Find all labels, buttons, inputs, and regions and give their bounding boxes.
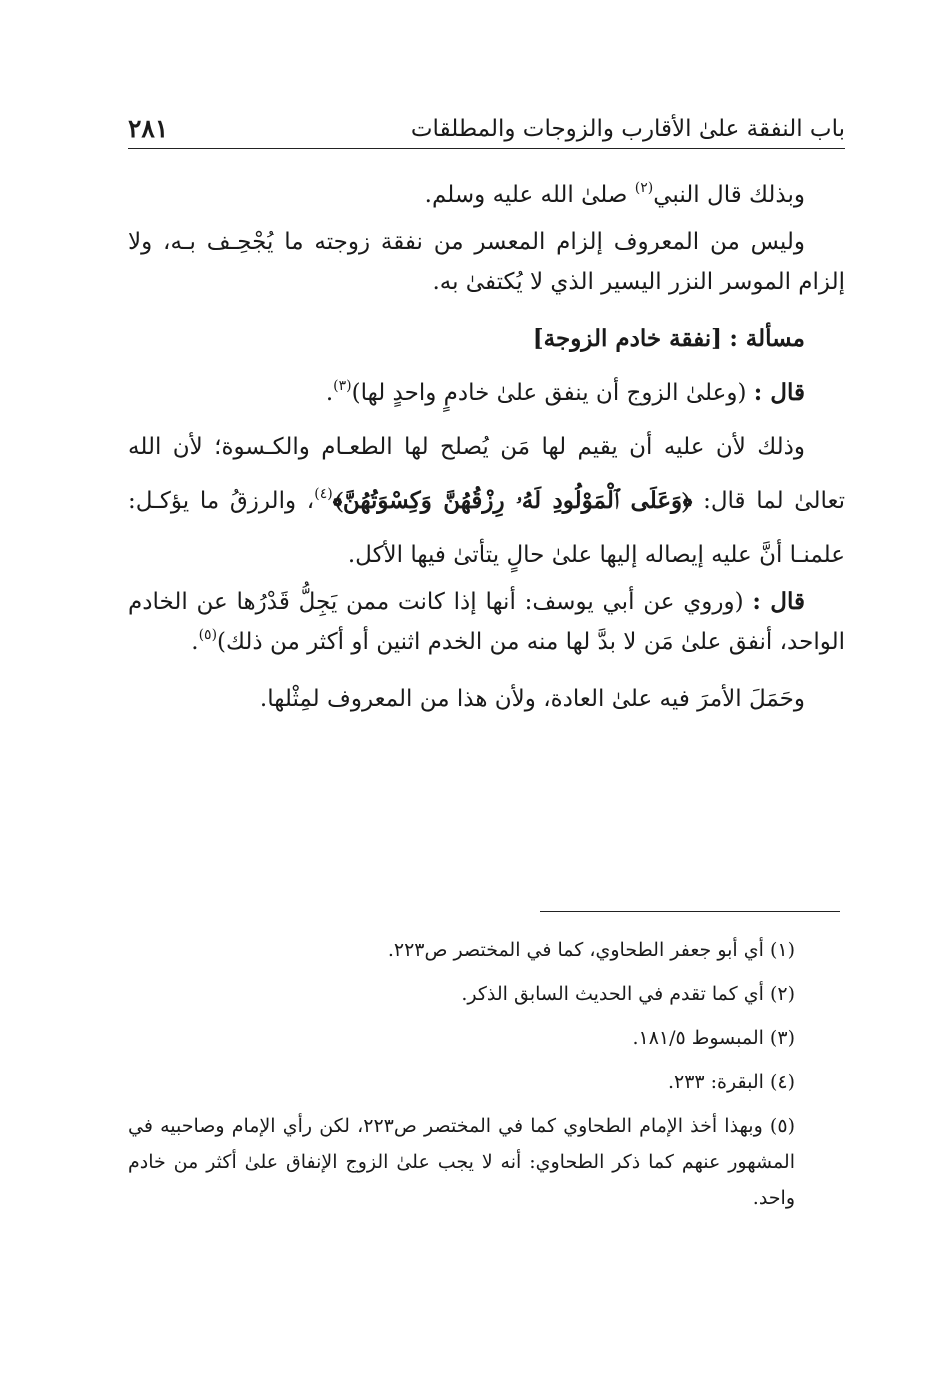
paragraph-text: وبذلك قال النبي	[653, 182, 805, 208]
paragraph-text: وذلك لأن عليه أن يقيم لها مَن يُصلح لها الطعـام والكـسوة؛ لأن الله تعالىٰ لما قال:	[128, 434, 845, 514]
footnotes	[128, 928, 845, 1216]
footnote-item: (٤) البقرة: ٢٣٣.	[667, 1071, 795, 1093]
main-text	[128, 168, 845, 726]
issue-label: مسألة :	[729, 325, 805, 352]
punctuation: .	[191, 629, 199, 655]
footnote-separator	[540, 911, 840, 912]
quote-paragraph	[128, 366, 845, 420]
paragraph: وحَمَلَ الأمرَ فيه علىٰ العادة، ولأن هذا من المعروف لمِثْلها.	[259, 686, 805, 712]
paragraph: وليس من المعروف إلزام المعسر من نفقة زوجته ما يُجْحِـف بـه، ولا إلزام الموسر النزر اليسير الذي لا يُكتفىٰ به.	[128, 229, 845, 295]
footnote-ref: (٤)	[314, 486, 333, 502]
paragraph-text: ، والرزقُ ما يؤكـل: علمنـا أنَّ عليه إيصاله إليها علىٰ حالٍ يتأتىٰ فيها الأكل.	[128, 488, 845, 568]
footnote-ref: (٣)	[333, 378, 352, 394]
quote-text: (وعلىٰ الزوج أن ينفق علىٰ خادمٍ واحدٍ لها)	[351, 380, 754, 406]
quote-label: قال :	[753, 379, 805, 406]
paragraph	[128, 420, 845, 582]
punctuation: .	[325, 380, 334, 406]
footnote-ref: (٥)	[198, 627, 218, 643]
footnote-item: (٢) أي كما تقدم في الحديث السابق الذكر.	[461, 983, 795, 1005]
quran-verse: ﴿وَعَلَى ٱلْمَوْلُودِ لَهُۥ رِزْقُهُنَّ وَكِسْوَتُهُنَّ﴾	[332, 487, 693, 514]
quote-label: قال :	[752, 588, 805, 615]
footnote-item: (٣) المبسوط ١٨١/٥.	[632, 1027, 795, 1049]
page-number: ٢٨١	[128, 114, 169, 143]
footnote-item: (٥) وبهذا أخذ الإمام الطحاوي كما في المختصر ص٢٢٣، لكن رأي الإمام وصاحبيه في المشهور عنهم كما ذكر الطحاوي: أنه لا يجب علىٰ الزوج الإنفاق علىٰ أكثر من خادم واحد.	[128, 1115, 795, 1209]
paragraph-text: صلىٰ الله عليه وسلم.	[424, 182, 635, 208]
quote-text: (وروي عن أبي يوسف: أنها إذا كانت ممن يَجِلُّ قَدْرُها عن الخادم الواحد، أنفق علىٰ مَن لا بدَّ لها منه من الخدم اثنين أو أكثر من ذلك)	[128, 589, 845, 655]
footnote-ref: (٢)	[634, 180, 654, 196]
footnote-item: (١) أي أبو جعفر الطحاوي، كما في المختصر ص٢٢٣.	[387, 939, 795, 961]
quote-paragraph	[128, 582, 845, 662]
page-header	[128, 100, 845, 149]
issue-title: [نفقة خادم الزوجة]	[532, 325, 722, 352]
issue-heading	[128, 312, 845, 366]
running-title: باب النفقة علىٰ الأقارب والزوجات والمطلقات	[410, 116, 845, 142]
paragraph	[128, 168, 845, 222]
